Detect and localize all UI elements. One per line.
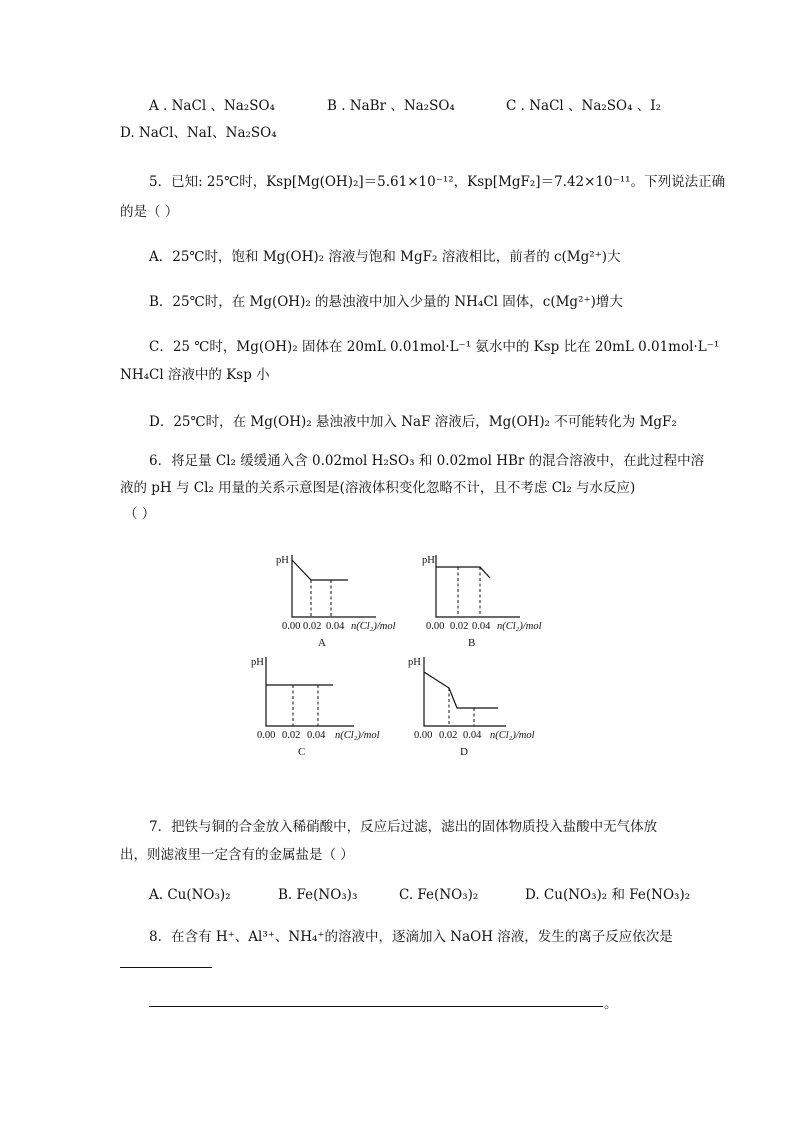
q8-stem-line1: 8．在含有 H⁺、Al³⁺、NH₄⁺的溶液中，逐滴加入 NaOH 溶液，发生的离子反应依次是: [149, 929, 673, 945]
q6-stem-line3: （ ）: [124, 506, 156, 522]
answer-end-mark: 。: [604, 996, 618, 1012]
y-axis-label: pH: [422, 555, 435, 566]
q7-option-a: A. Cu(NO₃)₂: [149, 887, 231, 903]
y-axis-label: pH: [276, 555, 289, 566]
graph-caption: B: [468, 637, 476, 649]
x-tick-2: 0.04: [463, 730, 482, 741]
graph-d: [406, 652, 606, 762]
x-axis-label: n(Cl₂)/mol: [490, 730, 535, 741]
ph-curve: [292, 560, 348, 580]
x-tick-2: 0.04: [307, 730, 326, 741]
q4-option-b: B . NaBr 、Na₂SO₄: [327, 98, 455, 114]
x-tick-1: 0.02: [282, 730, 301, 741]
q6-stem-line2: 液的 pH 与 Cl₂ 用量的关系示意图是(溶液体积变化忽略不计，且不考虑 Cl₂ 与水反应): [120, 480, 636, 496]
q5-option-d: D．25℃时，在 Mg(OH)₂ 悬浊液中加入 NaF 溶液后，Mg(OH)₂ 不可能转化为 MgF₂: [149, 414, 677, 430]
q5-option-b: B．25℃时，在 Mg(OH)₂ 的悬浊液中加入少量的 NH₄Cl 固体，c(Mg²⁺)增大: [149, 294, 623, 310]
x-tick-0: 0.00: [426, 621, 445, 632]
axes: [436, 555, 520, 617]
y-axis-label: pH: [251, 657, 264, 668]
axes: [424, 657, 506, 726]
q5-option-c-line2: NH₄Cl 溶液中的 Ksp 小: [120, 367, 270, 383]
graph-caption: D: [460, 746, 468, 758]
answer-blank-long[interactable]: [149, 1006, 603, 1007]
x-tick-2: 0.04: [326, 621, 345, 632]
axes: [266, 657, 354, 726]
q7-stem-line1: 7．把铁与铜的合金放入稀硝酸中，反应后过滤，滤出的固体物质投入盐酸中无气体放: [149, 819, 658, 835]
graph-caption: A: [318, 637, 326, 649]
graph-b: [422, 545, 622, 655]
x-tick-1: 0.02: [303, 621, 322, 632]
answer-blank-short[interactable]: [120, 967, 212, 968]
q7-option-d: D. Cu(NO₃)₂ 和 Fe(NO₃)₂: [525, 887, 691, 903]
y-axis-label: pH: [408, 657, 421, 668]
q6-stem-line1: 6．将足量 Cl₂ 缓缓通入含 0.02mol H₂SO₃ 和 0.02mol HBr 的混合溶液中，在此过程中溶: [149, 453, 705, 469]
q5-stem-line1: 5．已知: 25℃时，Ksp[Mg(OH)₂]＝5.61×10⁻¹²，Ksp[MgF₂]＝7.42×10⁻¹¹。下列说法正确: [149, 174, 726, 190]
q4-option-d: D. NaCl、NaI、Na₂SO₄: [120, 125, 277, 141]
q7-option-b: B. Fe(NO₃)₃: [278, 887, 358, 903]
q4-option-a: A . NaCl 、Na₂SO₄: [149, 98, 275, 114]
axes: [292, 555, 376, 617]
x-tick-0: 0.00: [282, 621, 301, 632]
q7-stem-line2: 出，则滤液里一定含有的金属盐是（ ）: [120, 847, 354, 863]
x-tick-0: 0.00: [414, 730, 433, 741]
q5-stem-line2: 的是（ ）: [120, 204, 179, 220]
graph-caption: C: [298, 746, 306, 758]
q4-option-c: C . NaCl 、Na₂SO₄ 、I₂: [506, 98, 662, 114]
ph-curve: [424, 672, 498, 708]
x-axis-label: n(Cl₂)/mol: [497, 621, 542, 632]
q7-option-c: C. Fe(NO₃)₂: [399, 887, 479, 903]
x-tick-1: 0.02: [439, 730, 458, 741]
ph-curve: [436, 567, 490, 578]
x-tick-0: 0.00: [257, 730, 276, 741]
x-tick-2: 0.04: [472, 621, 491, 632]
q5-option-a: A．25℃时，饱和 Mg(OH)₂ 溶液与饱和 MgF₂ 溶液相比，前者的 c(Mg²⁺)大: [149, 249, 621, 265]
q5-option-c-line1: C．25 ℃时，Mg(OH)₂ 固体在 20mL 0.01mol·L⁻¹ 氨水中的 Ksp 比在 20mL 0.01mol·L⁻¹: [149, 339, 720, 355]
x-axis-label: n(Cl₂)/mol: [335, 730, 380, 741]
x-tick-1: 0.02: [450, 621, 469, 632]
x-axis-label: n(Cl₂)/mol: [351, 621, 396, 632]
